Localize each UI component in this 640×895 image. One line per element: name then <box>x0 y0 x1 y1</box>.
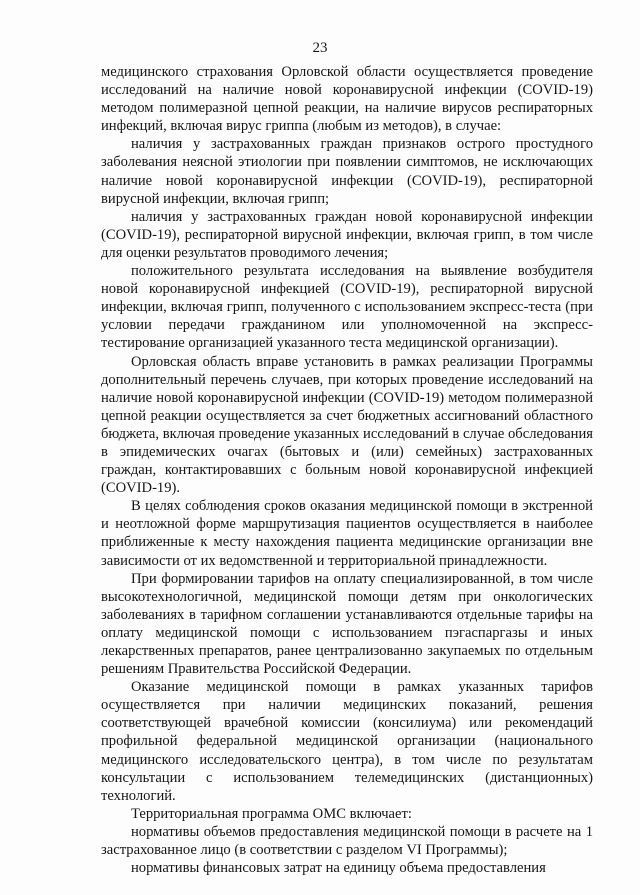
paragraph-6: В целях соблюдения сроков оказания медицинской помощи в экстренной и неотложной форме маршрутизация пациентов осуществляется в наиболее приближенные к месту нахождения пациента медицинские организации вне зависимости от их ведомственной и территориальной принадлежности. <box>101 498 593 569</box>
document-body <box>101 63 593 877</box>
page-number: 23 <box>312 40 328 56</box>
paragraph-10: нормативы объемов предоставления медицинской помощи в расчете на 1 застрахованное лицо (в соответствии с разделом VI Программы); <box>101 823 593 859</box>
paragraph-4: положительного результата исследования на выявление возбудителя новой коронавирусной инфекцией (COVID-19), респираторной вирусной инфекции, включая грипп, полученного с использованием экспресс-теста (при условии передачи гражданином или уполномоченной на экспресс-тестирование организацией указанного теста медицинской организации). <box>101 263 593 352</box>
paragraph-11: нормативы финансовых затрат на единицу объема предоставления <box>131 860 546 877</box>
paragraph-1: медицинского страхования Орловской области осуществляется проведение исследований на наличие новой коронавирусной инфекции (COVID-19) методом полимеразной цепной реакции, на наличие вирусов респираторных инфекций, включая вирус гриппа (любым из методов), в случае: <box>101 64 593 135</box>
paragraph-5: Орловская область вправе установить в рамках реализации Программы дополнительный перечень случаев, при которых проведение исследований на наличие новой коронавирусной инфекции (COVID-19) методом полимеразной цепной реакции осуществляется за счет бюджетных ассигнований областного бюджета, включая проведение указанных исследований в случае обследования в эпидемических очагах (бытовых и (или) семейных) застрахованных граждан, контактировавших с больным новой коронавирусной инфекцией (COVID-19). <box>101 353 593 497</box>
paragraph-3: наличия у застрахованных граждан новой коронавирусной инфекции (COVID-19), респираторной вирусной инфекции, включая грипп, в том числе для оценки результатов проводимого лечения; <box>101 208 593 261</box>
paragraph-7: При формировании тарифов на оплату специализированной, в том числе высокотехнологичной, медицинской помощи детям при онкологических заболеваниях в тарифном соглашении устанавливаются отдельные тарифы на оплату медицинской помощи с использованием пэгаспаргазы и иных лекарственных препаратов, ранее централизованно закупаемых по отдельным решениям Правительства Российской Федерации. <box>101 570 593 678</box>
paragraph-8: Оказание медицинской помощи в рамках указанных тарифов осуществляется при наличии медицинских показаний, решения соответствующей врачебной комиссии (консилиума) или рекомендаций профильной федеральной медицинской организации (национального медицинского исследовательского центра), в том числе по результатам консультации с использованием телемедицинских (дистанционных) технологий. <box>101 679 593 804</box>
paragraph-2: наличия у застрахованных граждан признаков острого простудного заболевания неясной этиологии при появлении симптомов, не исключающих наличие новой коронавирусной инфекции (COVID-19), респираторной вирусной инфекции, включая грипп; <box>101 136 593 207</box>
paragraph-9: Территориальная программа ОМС включает: <box>131 805 412 822</box>
